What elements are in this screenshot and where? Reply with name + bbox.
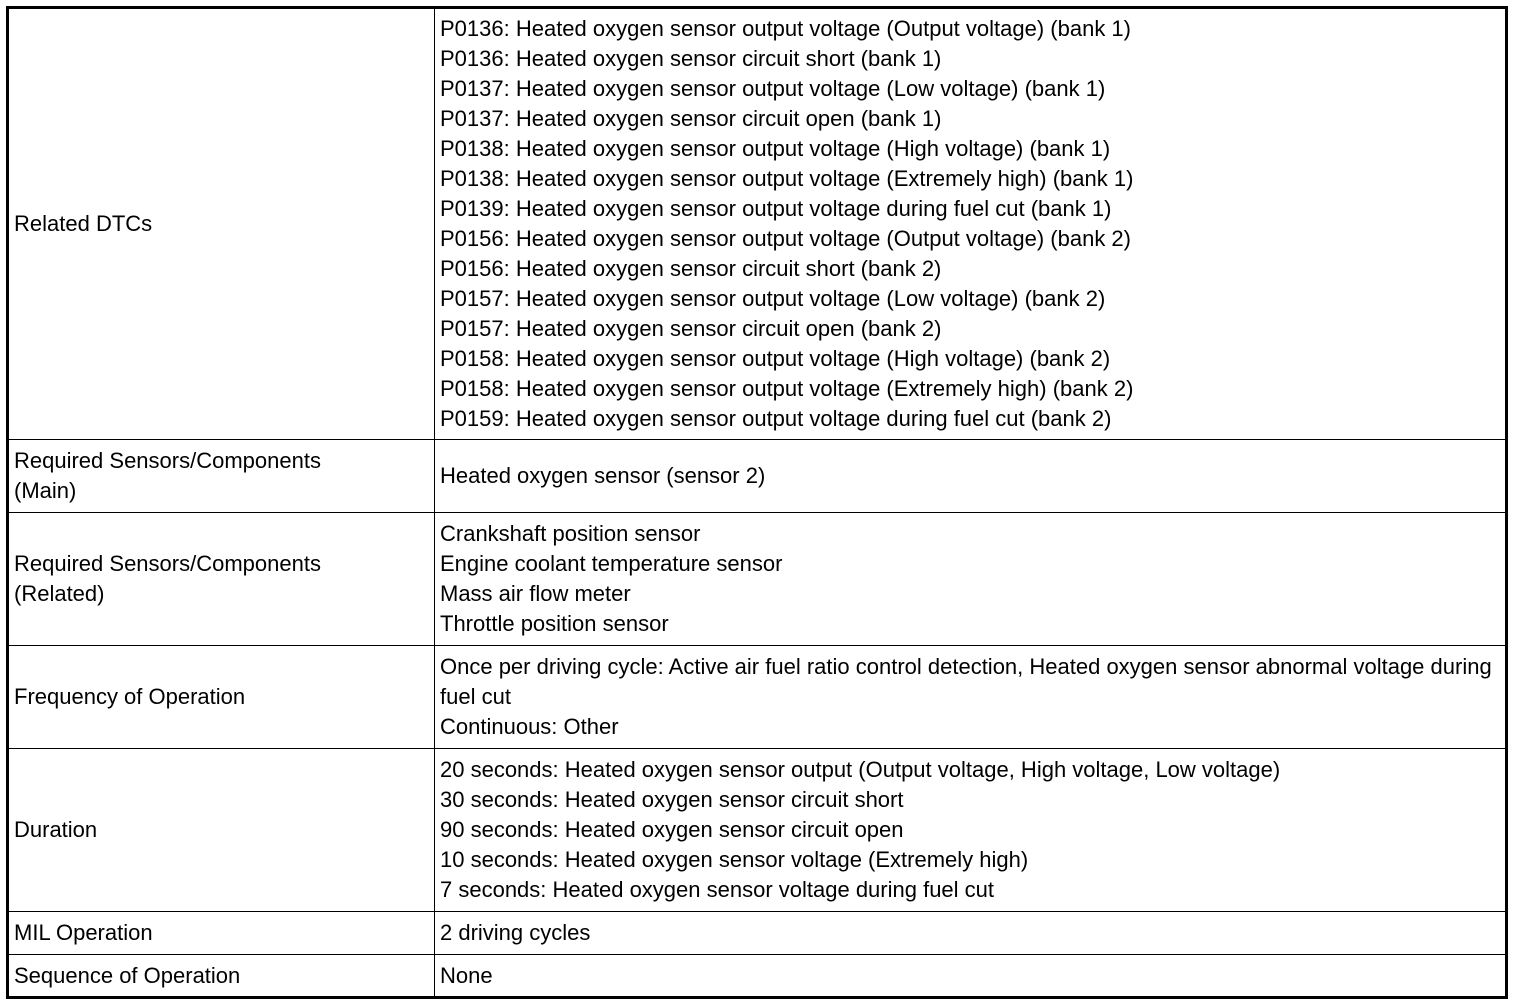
duration-entry: 20 seconds: Heated oxygen sensor output (Output voltage, High voltage, Low voltage)	[440, 757, 1281, 782]
row-label-text: Duration	[14, 817, 98, 842]
row-label-line: (Main)	[14, 478, 77, 503]
dtc-entry: P0139: Heated oxygen sensor output voltage during fuel cut (bank 1)	[440, 196, 1112, 221]
row-label	[8, 955, 435, 998]
table-row-related-dtcs	[8, 8, 1507, 440]
row-value	[435, 912, 1507, 955]
row-label	[8, 912, 435, 955]
mil-entry: 2 driving cycles	[440, 920, 591, 945]
row-value	[435, 8, 1507, 440]
table-row-frequency-of-operation	[8, 646, 1507, 749]
dtc-entry: P0157: Heated oxygen sensor output voltage (Low voltage) (bank 2)	[440, 286, 1106, 311]
row-label-line: Required Sensors/Components	[14, 551, 321, 576]
row-value	[435, 749, 1507, 912]
table-row-required-sensors-related	[8, 513, 1507, 646]
table-row-duration	[8, 749, 1507, 912]
row-value	[435, 955, 1507, 998]
dtc-entry: P0137: Heated oxygen sensor output voltage (Low voltage) (bank 1)	[440, 76, 1106, 101]
row-label	[8, 440, 435, 513]
monitor-strategy-table	[6, 6, 1508, 999]
row-value	[435, 513, 1507, 646]
row-label-text: Sequence of Operation	[14, 962, 241, 988]
row-value	[435, 646, 1507, 749]
row-label	[8, 646, 435, 749]
dtc-entry: P0138: Heated oxygen sensor output voltage (Extremely high) (bank 1)	[440, 166, 1134, 191]
duration-entry: 10 seconds: Heated oxygen sensor voltage (Extremely high)	[440, 847, 1029, 872]
dtc-entry: P0158: Heated oxygen sensor output voltage (Extremely high) (bank 2)	[440, 376, 1134, 401]
row-label-line: Required Sensors/Components	[14, 448, 321, 473]
dtc-entry: P0138: Heated oxygen sensor output voltage (High voltage) (bank 1)	[440, 136, 1111, 161]
dtc-entry: P0159: Heated oxygen sensor output voltage during fuel cut (bank 2)	[440, 406, 1112, 431]
component-entry: Crankshaft position sensor	[440, 521, 701, 546]
sequence-entry: None	[440, 962, 493, 988]
row-label	[8, 749, 435, 912]
dtc-entry: P0156: Heated oxygen sensor output voltage (Output voltage) (bank 2)	[440, 226, 1131, 251]
dtc-entry: P0136: Heated oxygen sensor circuit short (bank 1)	[440, 46, 942, 71]
component-entry: Engine coolant temperature sensor	[440, 551, 783, 576]
row-label-text: MIL Operation	[14, 920, 153, 945]
component-entry: Mass air flow meter	[440, 581, 631, 606]
dtc-entry: P0137: Heated oxygen sensor circuit open (bank 1)	[440, 106, 942, 131]
dtc-entry: P0158: Heated oxygen sensor output voltage (High voltage) (bank 2)	[440, 346, 1111, 371]
row-label-text: Related DTCs	[14, 211, 153, 236]
duration-entry: 30 seconds: Heated oxygen sensor circuit short	[440, 787, 904, 812]
table-row-mil-operation	[8, 912, 1507, 955]
row-label	[8, 8, 435, 440]
table-row-required-sensors-main	[8, 440, 1507, 513]
frequency-entry: Continuous: Other	[440, 714, 619, 739]
dtc-entry: P0136: Heated oxygen sensor output voltage (Output voltage) (bank 1)	[440, 16, 1131, 41]
dtc-entry: P0157: Heated oxygen sensor circuit open (bank 2)	[440, 316, 942, 341]
row-label-text: Frequency of Operation	[14, 684, 246, 709]
frequency-entry: Once per driving cycle: Active air fuel ratio control detection, Heated oxygen sensor abnormal voltage during fuel cut	[440, 654, 1492, 709]
component-entry: Throttle position sensor	[440, 611, 669, 636]
duration-entry: 90 seconds: Heated oxygen sensor circuit open	[440, 817, 904, 842]
row-value	[435, 440, 1507, 513]
dtc-entry: P0156: Heated oxygen sensor circuit short (bank 2)	[440, 256, 942, 281]
row-label-line: (Related)	[14, 581, 105, 606]
table-row-sequence-of-operation	[8, 955, 1507, 998]
component-entry: Heated oxygen sensor (sensor 2)	[440, 463, 766, 488]
duration-entry: 7 seconds: Heated oxygen sensor voltage during fuel cut	[440, 877, 995, 902]
row-label	[8, 513, 435, 646]
